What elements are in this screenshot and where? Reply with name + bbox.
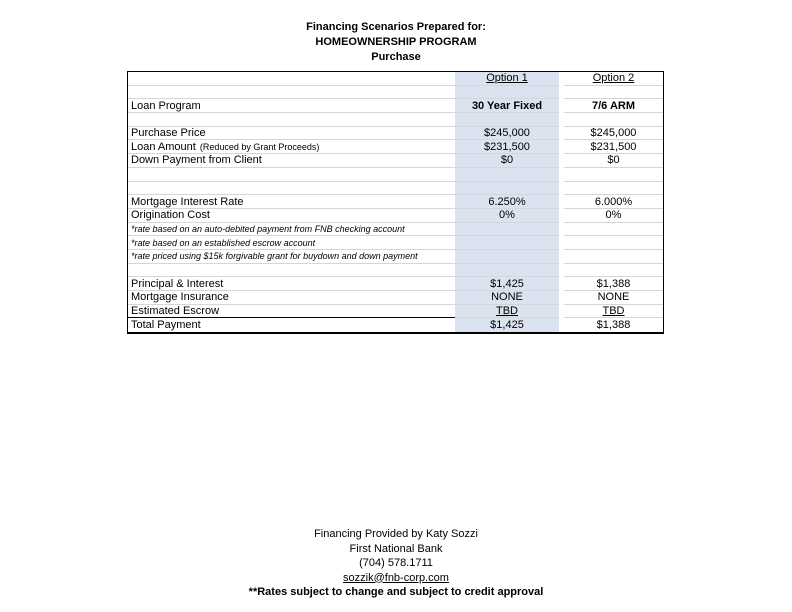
option1-cell — [455, 127, 559, 141]
table-row — [128, 250, 663, 264]
option2-cell — [564, 291, 663, 305]
row-label: Purchase Price — [128, 127, 455, 141]
table-row — [128, 140, 663, 154]
table-row — [128, 195, 663, 209]
option2-value: $1,388 — [596, 277, 631, 290]
option2-cell — [564, 277, 663, 291]
option1-cell — [455, 86, 559, 100]
option1-cell — [455, 154, 559, 168]
option2-cell — [564, 264, 663, 278]
row-label: *rate based on an established escrow account — [128, 236, 455, 250]
option1-value: 30 Year Fixed — [471, 99, 543, 112]
option1-cell — [455, 99, 559, 113]
email-link[interactable]: sozzik@fnb-corp.com — [343, 571, 449, 584]
row-label — [128, 264, 455, 278]
option2-value: 0% — [605, 209, 622, 222]
option1-cell — [455, 305, 559, 319]
option1-cell — [455, 72, 559, 86]
table-row — [128, 209, 663, 223]
title-line-purchase: Purchase — [371, 51, 421, 63]
table-row — [128, 277, 663, 291]
table-row — [128, 182, 663, 196]
row-label: Mortgage Interest Rate — [128, 195, 455, 209]
option2-cell — [564, 318, 663, 332]
table-row — [128, 291, 663, 305]
option2-cell — [564, 154, 663, 168]
table-row — [128, 86, 663, 100]
footer-email-row — [0, 571, 792, 586]
option2-value: $1,388 — [596, 319, 631, 332]
option1-cell — [455, 277, 559, 291]
option2-cell — [564, 223, 663, 237]
option1-cell — [455, 264, 559, 278]
row-label: *rate based on an auto-debited payment from FNB checking account — [128, 223, 455, 237]
row-label: Principal & Interest — [128, 277, 455, 291]
table-row — [128, 305, 663, 319]
option1-cell — [455, 318, 559, 332]
table-row — [128, 168, 663, 182]
row-label: Total Payment — [131, 319, 201, 332]
option2-cell — [564, 72, 663, 86]
row-label — [128, 72, 455, 86]
document-title — [0, 20, 792, 65]
footer-provided-by: Financing Provided by Katy Sozzi — [314, 528, 478, 540]
title-line-program: HOMEOWNERSHIP PROGRAM — [315, 36, 477, 48]
option1-value: 0% — [499, 209, 515, 222]
option1-cell — [455, 195, 559, 209]
footer-bank-name: First National Bank — [349, 542, 443, 555]
footer-phone: (704) 578.1711 — [359, 557, 433, 569]
table-row — [128, 113, 663, 127]
row-label: Mortgage Insurance — [128, 291, 455, 305]
option1-value: $245,000 — [484, 127, 530, 140]
option1-value: 6.250% — [488, 195, 526, 208]
table-row — [128, 72, 663, 86]
option2-cell — [564, 140, 663, 154]
row-label-note: (Reduced by Grant Proceeds) — [199, 141, 320, 152]
option1-value: $0 — [500, 154, 514, 167]
option1-cell — [455, 223, 559, 237]
table-row — [128, 154, 663, 168]
option1-value: $1,425 — [490, 277, 524, 290]
option2-cell — [564, 168, 663, 182]
option2-value: Option 2 — [592, 72, 635, 85]
option2-value: NONE — [597, 291, 630, 304]
row-label — [128, 182, 455, 196]
option2-cell — [564, 182, 663, 196]
option2-value: 6.000% — [594, 195, 633, 208]
option2-cell — [564, 99, 663, 113]
option1-value: NONE — [491, 291, 523, 304]
financing-scenarios-table — [127, 71, 664, 334]
row-label: Loan Program — [128, 99, 455, 113]
option2-value: $245,000 — [590, 127, 637, 140]
row-label — [128, 86, 455, 100]
row-label: Loan Amount (Reduced by Grant Proceeds) — [128, 140, 455, 154]
option2-cell — [564, 209, 663, 223]
option2-cell — [564, 86, 663, 100]
option2-cell — [564, 127, 663, 141]
table-row — [128, 236, 663, 250]
option2-value: $231,500 — [590, 140, 637, 153]
scenario-table-body — [128, 72, 663, 332]
table-row — [128, 318, 663, 332]
option1-cell — [455, 140, 559, 154]
option2-cell — [564, 113, 663, 127]
row-label: *rate priced using $15k forgivable grant for buydown and down payment — [128, 250, 455, 264]
row-label: Origination Cost — [128, 209, 455, 223]
row-label: Down Payment from Client — [128, 154, 455, 168]
table-row — [128, 127, 663, 141]
footer-rates-disclaimer: **Rates subject to change and subject to credit approval — [248, 586, 544, 598]
document-footer — [0, 527, 792, 600]
option1-cell — [455, 250, 559, 264]
title-line-prepared-for: Financing Scenarios Prepared for: — [306, 21, 486, 33]
option1-cell — [455, 291, 559, 305]
option2-cell — [564, 236, 663, 250]
option1-cell — [455, 168, 559, 182]
row-label — [128, 168, 455, 182]
option1-cell — [455, 182, 559, 196]
option1-cell — [455, 236, 559, 250]
option1-cell — [455, 113, 559, 127]
option1-value: $1,425 — [490, 319, 524, 332]
table-row — [128, 99, 663, 113]
option1-value: $231,500 — [484, 140, 530, 153]
row-label: Estimated Escrow — [128, 305, 455, 319]
option2-cell — [564, 195, 663, 209]
option2-value: 7/6 ARM — [592, 99, 635, 112]
option1-cell — [455, 209, 559, 223]
option2-cell — [564, 305, 663, 319]
table-row — [128, 264, 663, 278]
row-label — [128, 113, 455, 127]
option1-value: Option 1 — [486, 72, 528, 85]
option2-cell — [564, 250, 663, 264]
option2-value: $0 — [607, 154, 620, 167]
option1-value: TBD — [496, 305, 518, 318]
option2-value: TBD — [602, 305, 625, 318]
table-row — [128, 223, 663, 237]
